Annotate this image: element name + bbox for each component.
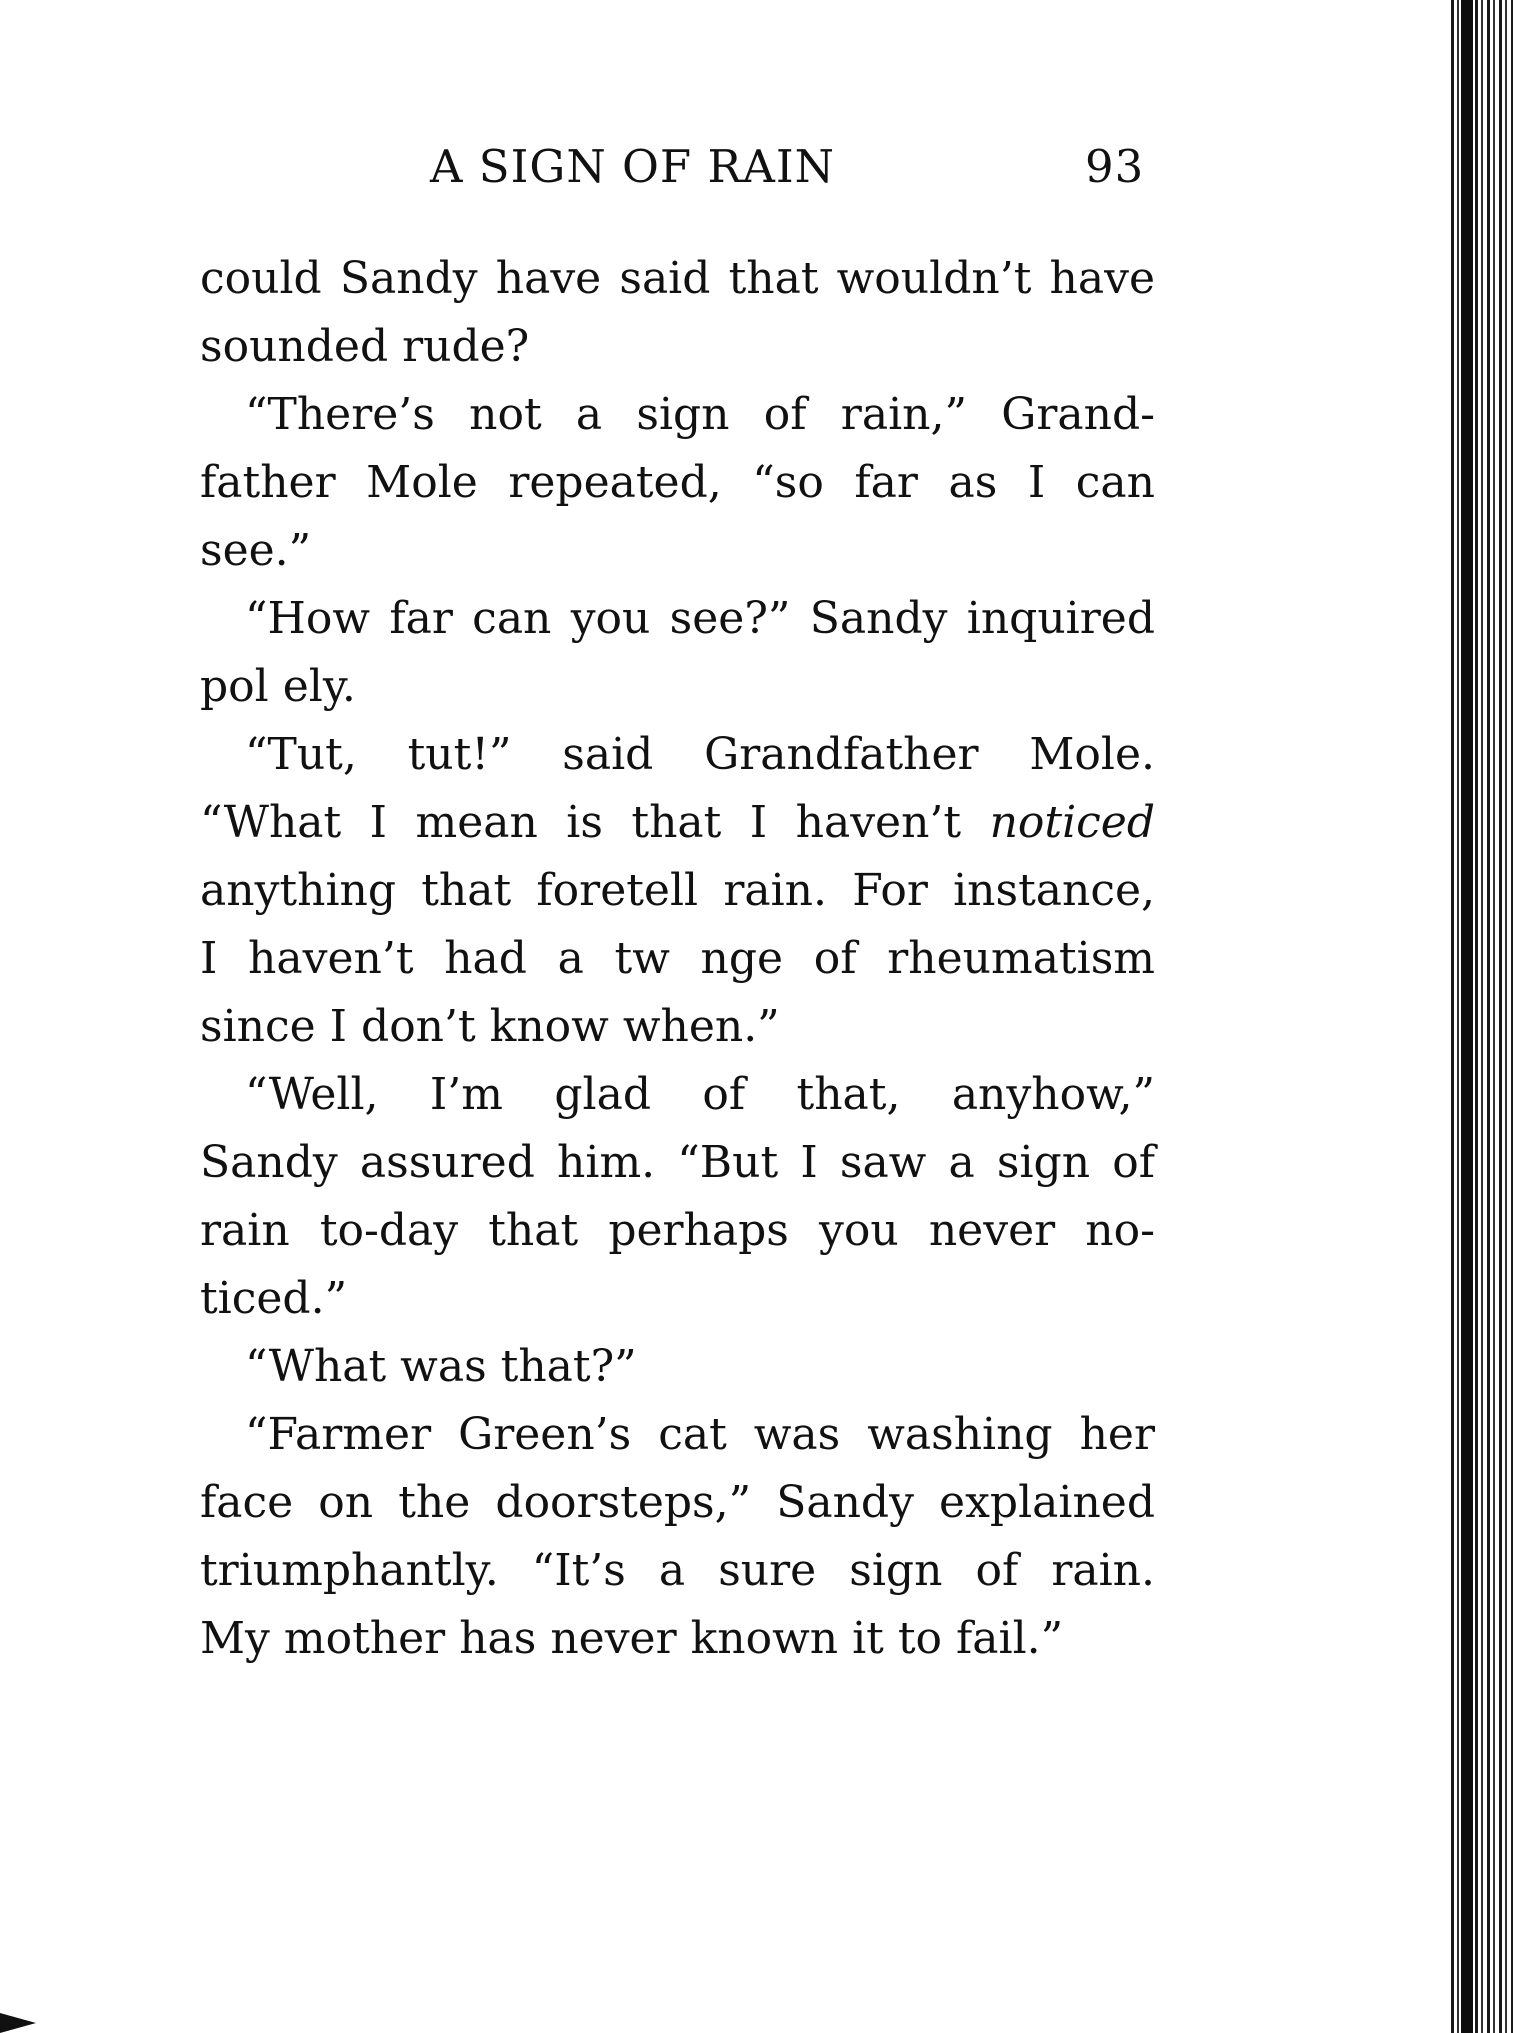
text-line: “There’s not a sign of rain,” Grand- [245, 389, 1155, 440]
text-line: pol ely. [200, 661, 356, 712]
text-line: since I don’t know when.” [200, 1001, 780, 1052]
scan-corner-mark [0, 2013, 36, 2033]
text-line: Sandy assured him. “But I saw a sign of [200, 1137, 1155, 1188]
text-span: “What I mean is that I haven’t [200, 797, 962, 848]
running-title: A SIGN OF RAIN [430, 140, 835, 193]
text-line: My mother has never known it to fail.” [200, 1613, 1064, 1664]
text-line: “Farmer Green’s cat was washing her [245, 1409, 1155, 1460]
text-line: father Mole repeated, “so far as I can [200, 457, 1155, 508]
text-line: “Well, I’m glad of that, anyhow,” [245, 1069, 1155, 1120]
text-line: “Tut, tut!” said Grandfather Mole. [245, 729, 1155, 780]
page-binding-shadow [1461, 0, 1473, 2033]
italic-word: noticed [989, 797, 1155, 848]
text-line [200, 789, 1155, 857]
text-line: could Sandy have said that wouldn’t have [200, 253, 1155, 304]
text-line: “How far can you see?” Sandy inquired [245, 593, 1155, 644]
page-number: 93 [1085, 140, 1145, 193]
running-head [200, 140, 1150, 200]
text-line: “What was that?” [245, 1341, 637, 1392]
text-line: rain to-day that perhaps you never no- [200, 1205, 1155, 1256]
text-line: see.” [200, 525, 312, 576]
text-line: I haven’t had a tw nge of rheumatism [200, 933, 1155, 984]
text-line: triumphantly. “It’s a sure sign of rain. [200, 1545, 1155, 1596]
text-line: ticed.” [200, 1273, 348, 1324]
text-line: anything that foretell rain. For instance, [200, 865, 1155, 916]
text-line: face on the doorsteps,” Sandy explained [200, 1477, 1155, 1528]
text-line: sounded rude? [200, 321, 530, 372]
